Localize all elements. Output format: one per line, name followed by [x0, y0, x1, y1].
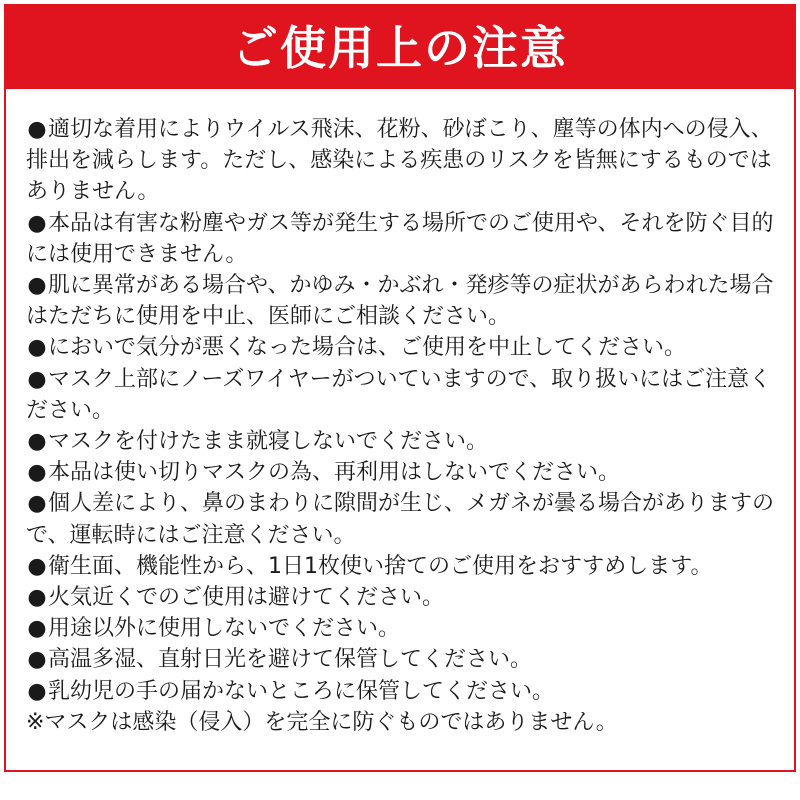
- notice-text: 個人差により、鼻のまわりに隙間が生じ、メガネが曇る場合がありますので、運転時にはご注意ください。: [26, 491, 775, 548]
- bullet-icon: ●: [27, 553, 47, 579]
- bullet-icon: ●: [27, 210, 47, 236]
- notice-text: 用途以外に使用しないでください。: [48, 616, 401, 642]
- notice-item: [26, 488, 782, 550]
- bullet-icon: ●: [27, 366, 47, 392]
- notice-text: においで気分が悪くなった場合は、ご使用を中止してください。: [48, 335, 687, 361]
- notice-text: 乳幼児の手の届かないところに保管してください。: [48, 678, 555, 704]
- notice-item: [26, 208, 782, 270]
- notice-item: [26, 364, 782, 426]
- notice-text: 高温多湿、直射日光を避けて保管してください。: [48, 647, 533, 673]
- notice-list: [26, 114, 782, 738]
- bullet-icon: ●: [27, 678, 47, 704]
- bullet-icon: ●: [27, 117, 47, 142]
- bullet-icon: ●: [27, 429, 47, 455]
- bullet-icon: ●: [27, 616, 47, 642]
- notice-text: 火気近くでのご使用は避けてください。: [48, 585, 445, 611]
- bullet-icon: ●: [27, 335, 47, 361]
- notice-item: [26, 551, 782, 582]
- notice-item: [26, 270, 782, 332]
- bullet-icon: ●: [27, 585, 47, 611]
- bullet-icon: ●: [27, 647, 47, 673]
- bullet-icon: ●: [27, 491, 47, 517]
- notice-frame: [4, 4, 796, 772]
- notice-item: [26, 613, 782, 644]
- notice-text: 衛生面、機能性から、1日1枚使い捨てのご使用をおすすめします。: [48, 553, 713, 579]
- footnote: ※マスクは感染（侵入）を完全に防ぐものではありません。: [26, 709, 618, 735]
- bullet-icon: ●: [27, 460, 47, 486]
- notice-text: 適切な着用によりウイルス飛沫、花粉、砂ぼこり、塵等の体内への侵入、排出を減らします。ただし、感染による疾患のリスクを皆無にするものではありません。: [26, 117, 773, 205]
- notice-text: マスクを付けたまま就寝しないでください。: [48, 429, 489, 455]
- notice-item: [26, 426, 782, 457]
- page-title: ご使用上の注意: [232, 20, 568, 75]
- notice-text: 肌に異常がある場合や、かゆみ・かぶれ・発疹等の症状があらわれた場合はただちに使用を中止、医師にご相談ください。: [26, 273, 774, 330]
- bullet-icon: ●: [27, 273, 47, 299]
- header-banner: [6, 6, 794, 89]
- notice-text: マスク上部にノーズワイヤーがついていますので、取り扱いにはご注意ください。: [26, 366, 772, 423]
- notice-item: [26, 644, 782, 675]
- notice-item: [26, 676, 782, 707]
- notice-item: [26, 332, 782, 363]
- notice-text: 本品は有害な粉塵やガス等が発生する場所でのご使用や、それを防ぐ目的には使用できません。: [26, 210, 774, 267]
- notice-text: 本品は使い切りマスクの為、再利用はしないでください。: [48, 460, 621, 486]
- notice-item: [26, 582, 782, 613]
- notice-item: [26, 114, 782, 208]
- notice-item: [26, 457, 782, 488]
